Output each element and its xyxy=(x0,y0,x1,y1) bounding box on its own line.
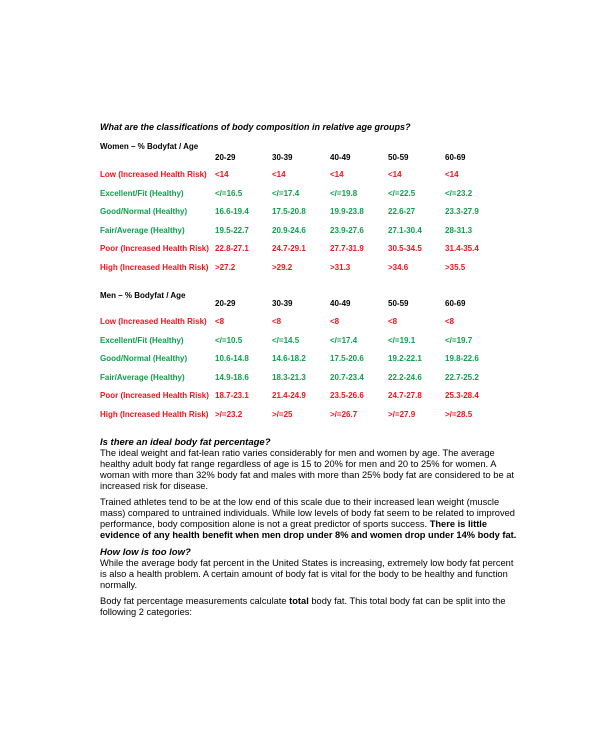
women-table-title: Women – % Bodyfat / Age xyxy=(100,142,199,151)
table-cell: 19.2-22.1 xyxy=(388,354,422,363)
table-cell: >35.5 xyxy=(445,263,466,272)
table-row xyxy=(100,189,520,201)
table-cell: </=17.4 xyxy=(330,336,358,345)
table-cell: 21.4-24.9 xyxy=(272,391,306,400)
table-cell: >/=26.7 xyxy=(330,410,358,419)
table-cell: </=19.8 xyxy=(330,189,358,198)
table-cell: 17.5-20.8 xyxy=(272,207,306,216)
table-cell: 19.8-22.6 xyxy=(445,354,479,363)
age-group-header: 60-69 xyxy=(445,299,466,308)
table-cell: </=16.5 xyxy=(215,189,243,198)
row-label: Excellent/Fit (Healthy) xyxy=(100,189,184,198)
table-cell: </=22.5 xyxy=(388,189,416,198)
age-group-header: 20-29 xyxy=(215,299,236,308)
table-cell: 14.6-18.2 xyxy=(272,354,306,363)
table-cell: 23.9-27.6 xyxy=(330,226,364,235)
row-label: High (Increased Health Risk) xyxy=(100,263,209,272)
table-header-row xyxy=(100,153,520,165)
table-cell: >27.2 xyxy=(215,263,236,272)
table-cell: <8 xyxy=(215,317,225,326)
table-cell: </=19.1 xyxy=(388,336,416,345)
table-cell: </=19.7 xyxy=(445,336,473,345)
table-cell: 10.6-14.8 xyxy=(215,354,249,363)
age-group-header: 50-59 xyxy=(388,299,409,308)
table-cell: <8 xyxy=(272,317,282,326)
table-cell: <8 xyxy=(330,317,340,326)
row-label: Poor (Increased Health Risk) xyxy=(100,244,209,253)
table-cell: 22.7-25.2 xyxy=(445,373,479,382)
table-cell: 16.6-19.4 xyxy=(215,207,249,216)
table-cell: </=10.5 xyxy=(215,336,243,345)
table-row xyxy=(100,207,520,219)
table-cell: 23.3-27.9 xyxy=(445,207,479,216)
table-cell: 30.5-34.5 xyxy=(388,244,422,253)
table-cell: >34.6 xyxy=(388,263,409,272)
table-cell: <14 xyxy=(445,170,459,179)
low-paragraph-2-text-a: Body fat percentage measurements calculate xyxy=(100,596,290,606)
low-paragraph-2-text-b: body fat. This total body fat can be split into the following 2 categories: xyxy=(100,596,506,617)
row-label: Low (Increased Health Risk) xyxy=(100,170,207,179)
age-group-header: 50-59 xyxy=(388,153,409,162)
table-cell: <14 xyxy=(388,170,402,179)
table-cell: </=14.5 xyxy=(272,336,300,345)
age-group-header: 30-39 xyxy=(272,299,293,308)
table-cell: >/=27.9 xyxy=(388,410,416,419)
age-group-header: 40-49 xyxy=(330,153,351,162)
men-table-title: Men – % Bodyfat / Age xyxy=(100,291,186,300)
row-label: Good/Normal (Healthy) xyxy=(100,207,188,216)
table-row xyxy=(100,354,520,366)
table-cell: 27.7-31.9 xyxy=(330,244,364,253)
table-row xyxy=(100,226,520,238)
table-cell: 23.5-26.6 xyxy=(330,391,364,400)
row-label: Low (Increased Health Risk) xyxy=(100,317,207,326)
age-group-header: 40-49 xyxy=(330,299,351,308)
table-cell: >31.3 xyxy=(330,263,351,272)
table-cell: 22.6-27 xyxy=(388,207,416,216)
table-cell: 24.7-27.8 xyxy=(388,391,422,400)
ideal-paragraph-2-text: Trained athletes tend to be at the low end of this scale due to their increased lean weight (muscle mass) compared to untrained individuals. While low levels of body fat seem to be related to improved performance, body composition alone is not a great predictor of sports success. xyxy=(100,497,515,529)
table-cell: 20.7-23.4 xyxy=(330,373,364,382)
row-label: Fair/Average (Healthy) xyxy=(100,226,185,235)
table-cell: 20.9-24.6 xyxy=(272,226,306,235)
table-row xyxy=(100,263,520,275)
table-row xyxy=(100,170,520,182)
table-cell: <14 xyxy=(215,170,229,179)
table-header-row xyxy=(100,299,520,311)
table-cell: 22.8-27.1 xyxy=(215,244,249,253)
page-question-heading: What are the classifications of body composition in relative age groups? xyxy=(100,122,411,132)
table-cell: </=17.4 xyxy=(272,189,300,198)
table-row xyxy=(100,244,520,256)
table-cell: 14.9-18.6 xyxy=(215,373,249,382)
table-cell: 18.3-21.3 xyxy=(272,373,306,382)
table-cell: >/=25 xyxy=(272,410,293,419)
table-cell: >29.2 xyxy=(272,263,293,272)
row-label: Fair/Average (Healthy) xyxy=(100,373,185,382)
ideal-paragraph-2-bold: There is little evidence of any health benefit when men drop under 8% and women drop under 14% body fat. xyxy=(100,519,517,540)
table-row xyxy=(100,373,520,385)
table-cell: 27.1-30.4 xyxy=(388,226,422,235)
table-cell: 24.7-29.1 xyxy=(272,244,306,253)
table-cell: 31.4-35.4 xyxy=(445,244,479,253)
table-cell: 19.5-22.7 xyxy=(215,226,249,235)
table-cell: 18.7-23.1 xyxy=(215,391,249,400)
age-group-header: 20-29 xyxy=(215,153,236,162)
age-group-header: 30-39 xyxy=(272,153,293,162)
table-cell: 28-31.3 xyxy=(445,226,473,235)
table-cell: 25.3-28.4 xyxy=(445,391,479,400)
row-label: Good/Normal (Healthy) xyxy=(100,354,188,363)
low-paragraph-2-bold: total xyxy=(289,596,309,606)
ideal-heading: Is there an ideal body fat percentage? xyxy=(100,437,271,448)
low-paragraph-2 xyxy=(100,596,520,618)
ideal-paragraph-2 xyxy=(100,497,520,541)
table-row xyxy=(100,391,520,403)
ideal-paragraph-1: The ideal weight and fat-lean ratio varies considerably for men and women by age. The average healthy adult body fat range regardless of age is 15 to 20% for men and 20 to 25% for women. A woman with more than 32% body fat and males with more than 25% body fat are considered to be at increased risk for disease. xyxy=(100,448,514,491)
table-row xyxy=(100,410,520,422)
table-row xyxy=(100,317,520,329)
row-label: High (Increased Health Risk) xyxy=(100,410,209,419)
table-cell: >/=28.5 xyxy=(445,410,473,419)
table-cell: <8 xyxy=(445,317,455,326)
table-cell: <8 xyxy=(388,317,398,326)
table-cell: >/=23.2 xyxy=(215,410,243,419)
table-cell: 22.2-24.6 xyxy=(388,373,422,382)
table-cell: </=23.2 xyxy=(445,189,473,198)
table-cell: 19.9-23.8 xyxy=(330,207,364,216)
low-paragraph-1: While the average body fat percent in the United States is increasing, extremely low body fat percent is also a health problem. A certain amount of body fat is vital for the body to be healthy and function normally. xyxy=(100,558,514,590)
row-label: Poor (Increased Health Risk) xyxy=(100,391,209,400)
row-label: Excellent/Fit (Healthy) xyxy=(100,336,184,345)
table-cell: 17.5-20.6 xyxy=(330,354,364,363)
table-cell: <14 xyxy=(272,170,286,179)
table-cell: <14 xyxy=(330,170,344,179)
low-heading: How low is too low? xyxy=(100,547,191,558)
table-row xyxy=(100,336,520,348)
age-group-header: 60-69 xyxy=(445,153,466,162)
